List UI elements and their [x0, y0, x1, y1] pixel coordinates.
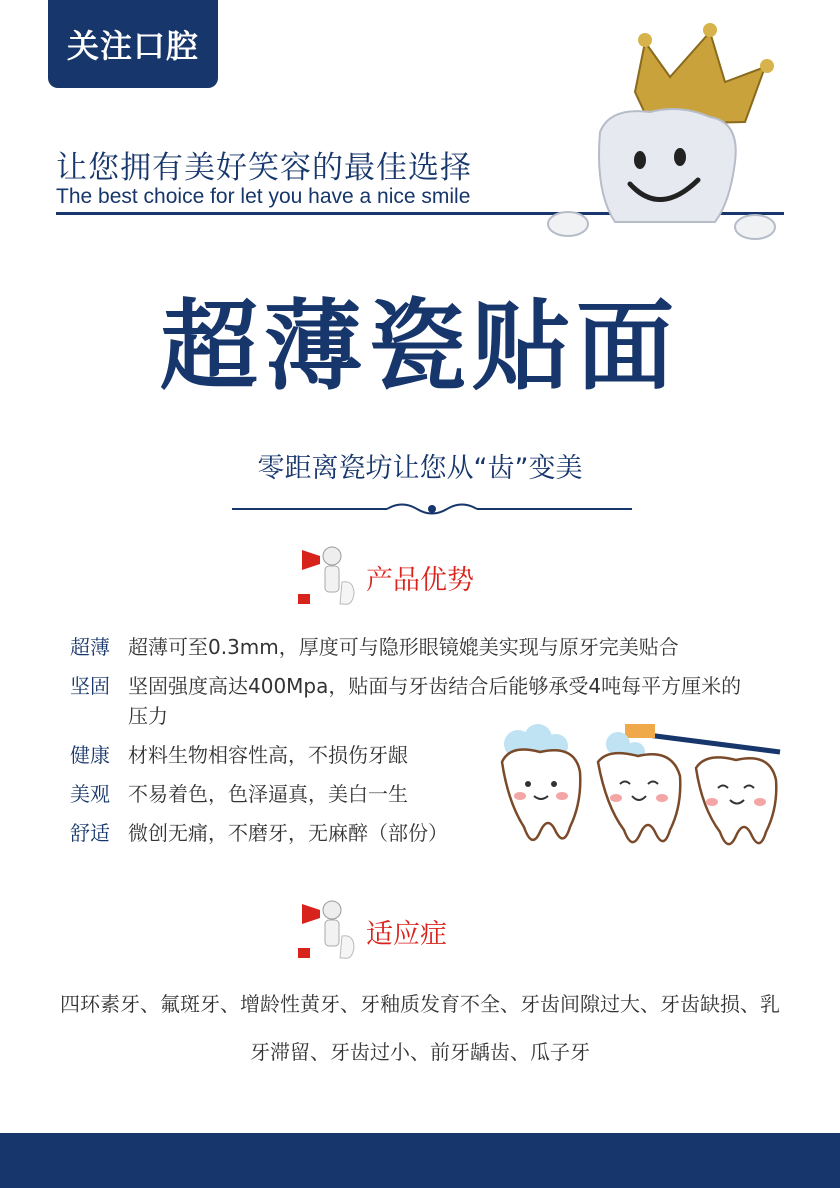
advantage-text: 坚固强度高达400Mpa，贴面与牙齿结合后能够承受4吨每平方厘米的压力 [128, 674, 742, 728]
advantage-text: 微创无痛，不磨牙，无麻醉（部份） [128, 821, 448, 845]
page-title: 超薄瓷贴面 [159, 290, 680, 404]
tagline-chinese: 让您拥有美好笑容的最佳选择 [56, 150, 472, 186]
subtitle: 零距离瓷坊让您从“齿”变美 [257, 453, 583, 484]
crowned-tooth-mascot-icon [540, 12, 790, 252]
advantage-text: 材料生物相容性高，不损伤牙龈 [128, 743, 408, 767]
ornamental-divider-icon [232, 500, 632, 518]
advantages-header [292, 542, 474, 612]
tagline-english: The best choice for let you have a nice smile [56, 185, 471, 208]
advantages-heading: 产品优势 [366, 564, 474, 596]
advantage-key: 坚固 [70, 674, 110, 698]
advantage-key: 健康 [70, 743, 110, 767]
indications-header [292, 896, 447, 966]
indications-heading: 适应症 [366, 918, 447, 950]
advantage-key: 美观 [70, 782, 110, 806]
advantage-key: 舒适 [70, 821, 110, 845]
indications-text: 四环素牙、氟斑牙、增龄性黄牙、牙釉质发育不全、牙齿间隙过大、牙齿缺损、乳牙滞留、牙齿过小、前牙龋齿、瓜子牙 [60, 992, 780, 1064]
footer-bar [0, 1133, 840, 1188]
list-item [70, 632, 800, 662]
header-tab-label: 关注口腔 [66, 27, 199, 65]
advantage-text: 超薄可至0.3mm，厚度可与隐形眼镜媲美实现与原牙完美贴合 [128, 635, 679, 659]
advantage-key: 超薄 [70, 635, 110, 659]
dentist-megaphone-icon [292, 542, 362, 612]
header-tab [48, 0, 218, 88]
dentist-megaphone-icon [292, 896, 362, 966]
advantage-text: 不易着色，色泽逼真，美白一生 [128, 782, 408, 806]
cartoon-teeth-icon [490, 722, 790, 857]
